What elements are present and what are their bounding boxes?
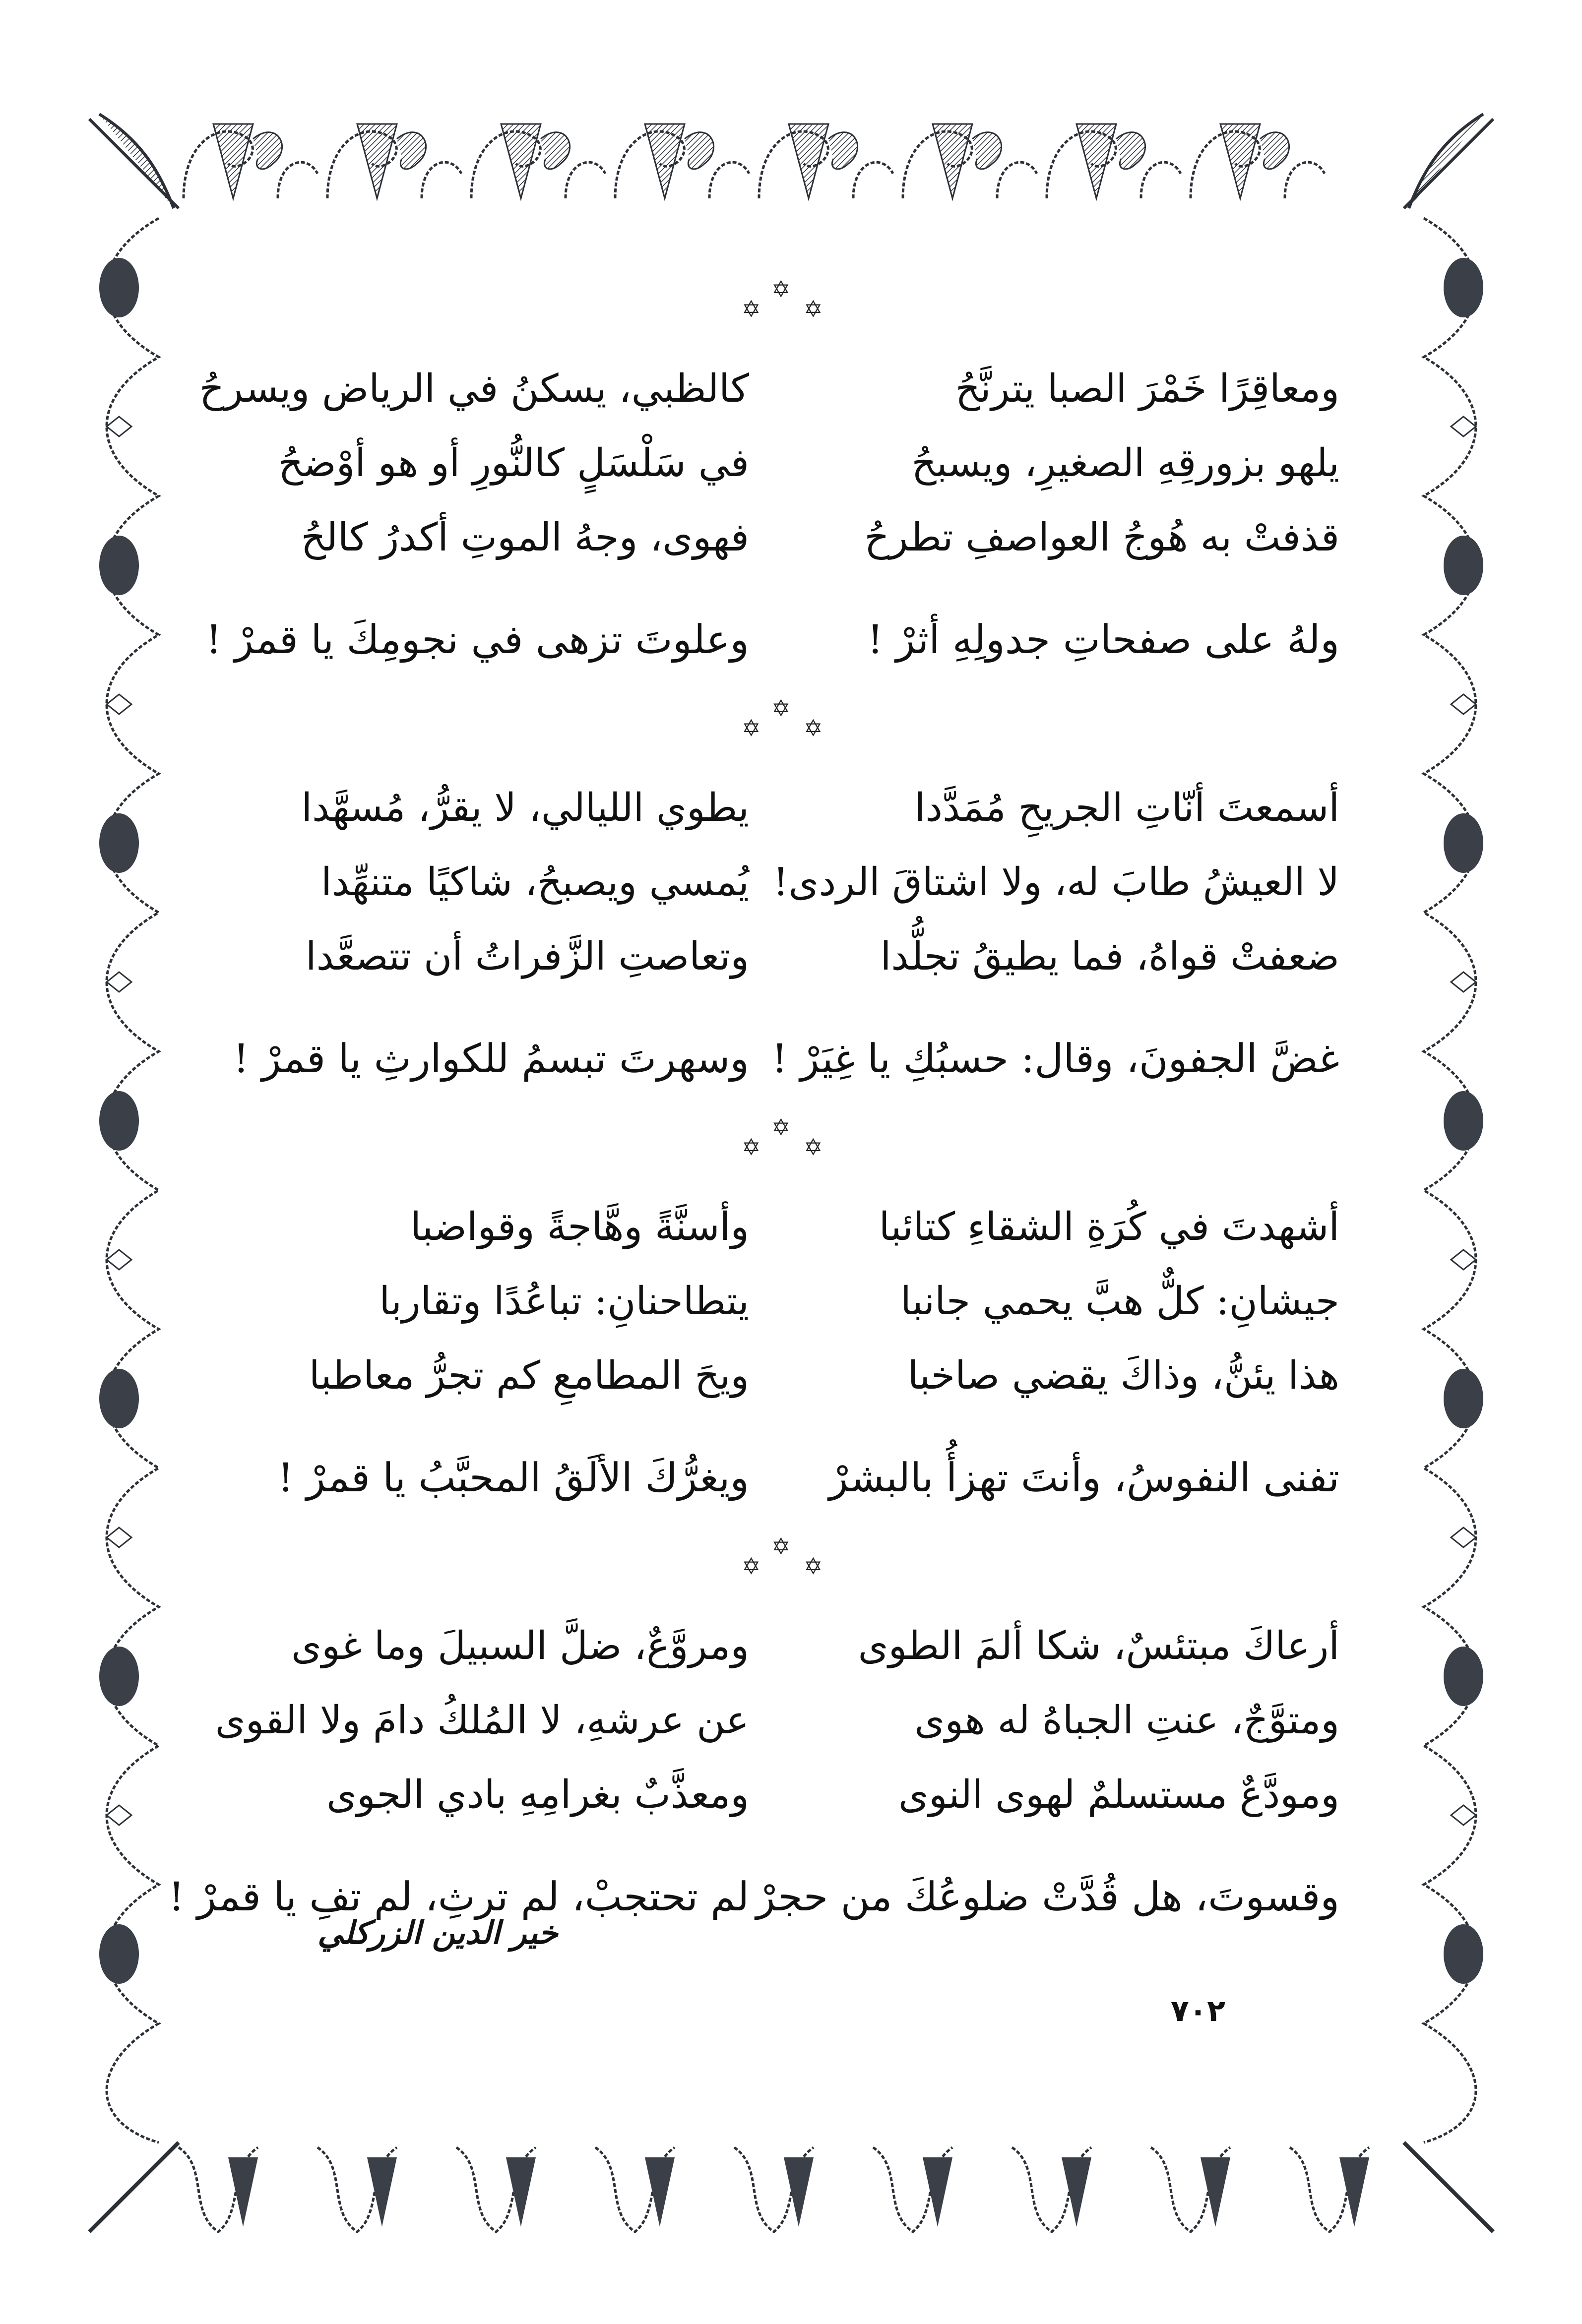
star-icon: ✡: [771, 695, 791, 722]
verse: [248, 920, 1339, 994]
star-icon: ✡: [771, 1533, 791, 1560]
refrain-verse: [248, 1441, 1339, 1515]
hemistich-right: لا العيشُ طابَ له، ولا اشتاقَ الردى!: [773, 860, 1339, 905]
frame-bottom-ornament: [79, 2138, 1503, 2242]
hemistich-left: ومروَّعٌ، ضلَّ السبيلَ وما غوى: [291, 1624, 749, 1669]
refrain-left: ويغرُّكَ الألَقُ المحبَّبُ يا قمرْ !: [277, 1455, 749, 1501]
hemistich-right: أرعاكَ مبتئسٌ، شكا ألمَ الطوى: [858, 1624, 1339, 1669]
verse: [248, 1265, 1339, 1339]
hemistich-right: ومودَّعٌ مستسلمٌ لهوى النوى: [898, 1773, 1339, 1818]
verse: [215, 1684, 1339, 1758]
poem-body: [168, 276, 1339, 1954]
hemistich-left: عن عرشهِ، لا المُلكُ دامَ ولا القوى: [215, 1698, 749, 1743]
stanza-1: [199, 352, 1339, 677]
page-number: ٧٠٢: [1171, 1994, 1225, 2028]
verse: [248, 427, 1339, 501]
hemistich-right: أشهدتَ في كُرَةِ الشقاءِ كتائبا: [879, 1205, 1339, 1250]
stanza-2: [233, 771, 1339, 1096]
hemistich-left: ومعذَّبٌ بغرامِهِ بادي الجوى: [326, 1773, 749, 1818]
hemistich-right: هذا يئنُّ، وذاكَ يقضي صاخبا: [907, 1353, 1339, 1399]
refrain-verse: [205, 603, 1339, 677]
hemistich-right: يلهو بزورقِهِ الصغيرِ، ويسبحُ: [911, 441, 1339, 486]
stanza-divider: [248, 1116, 1339, 1170]
hemistich-left: يُمسي ويصبحُ، شاكيًا متنهِّدا: [321, 860, 749, 905]
star-icon: ✡: [804, 1134, 823, 1161]
hemistich-left: يطوي الليالي، لا يقرُّ، مُسهَّدا: [301, 786, 749, 831]
star-icon: ✡: [804, 1553, 823, 1580]
verse: [248, 771, 1339, 846]
star-icon: ✡: [771, 1114, 791, 1141]
hemistich-left: كالظبي، يسكنُ في الرياض ويسرحُ: [199, 367, 749, 412]
verse: [248, 1339, 1339, 1413]
frame-left-ornament: [79, 109, 179, 2242]
hemistich-left: في سَلْسَلٍ كالنُّورِ أو هو أوْضحُ: [278, 441, 749, 486]
stanza-divider: [248, 1535, 1339, 1590]
hemistich-left: فهوى، وجهُ الموتِ أكدرُ كالحُ: [301, 515, 749, 560]
refrain-verse: [233, 1022, 1339, 1096]
star-icon: ✡: [742, 715, 761, 741]
star-icon: ✡: [742, 296, 761, 322]
stanza-divider: [248, 697, 1339, 751]
verse: [248, 1758, 1339, 1833]
star-icon: ✡: [771, 276, 791, 303]
frame-right-ornament: [1404, 109, 1503, 2242]
hemistich-right: جيشانِ: كلٌّ هبَّ يحمي جانبا: [900, 1279, 1339, 1324]
verse: [199, 352, 1339, 427]
star-icon: ✡: [804, 296, 823, 322]
stanza-divider: [248, 278, 1339, 332]
hemistich-left: ويحَ المطامعِ كم تجرُّ معاطبا: [309, 1353, 749, 1399]
hemistich-right: أسمعتَ أنّاتِ الجريحِ مُمَدَّدا: [914, 786, 1339, 831]
frame-top-ornament: [79, 109, 1503, 213]
verse: [248, 501, 1339, 575]
star-icon: ✡: [742, 1134, 761, 1161]
refrain-right: وقسوتَ، هل قُدَّتْ ضلوعُكَ من حجرْ: [756, 1874, 1339, 1920]
hemistich-left: وأسنَّةً وهَّاجةً وقواضبا: [410, 1205, 749, 1250]
star-icon: ✡: [742, 1553, 761, 1580]
author-signature: خير الدين الزركلي: [317, 1914, 558, 1952]
stanza-4: [168, 1609, 1339, 1934]
verse: [248, 1609, 1339, 1684]
star-icon: ✡: [804, 715, 823, 741]
refrain-right: تفنى النفوسُ، وأنتَ تهزأُ بالبشرْ: [828, 1455, 1339, 1501]
refrain-right: ولهُ على صفحاتِ جدولِهِ أثرْ !: [867, 616, 1339, 663]
hemistich-right: قذفتْ به هُوجُ العواصفِ تطرحُ: [864, 515, 1339, 560]
refrain-left: لم تحتجبْ، لم ترثِ، لم تفِ يا قمرْ !: [168, 1874, 749, 1920]
refrain-left: وسهرتَ تبسمُ للكوارثِ يا قمرْ !: [233, 1036, 749, 1082]
verse: [248, 1190, 1339, 1265]
refrain-right: غضَّ الجفونَ، وقال: حسبُكِ يا غِيَرْ !: [771, 1036, 1339, 1082]
stanza-3: [248, 1190, 1339, 1515]
hemistich-left: يتطاحنانِ: تباعُدًا وتقاربا: [379, 1279, 749, 1324]
hemistich-left: وتعاصتِ الزَّفراتُ أن تتصعَّدا: [306, 934, 749, 979]
hemistich-right: ومعاقِرًا خَمْرَ الصبا يترنَّحُ: [955, 367, 1339, 412]
hemistich-right: ضعفتْ قواهُ، فما يطيقُ تجلُّدا: [880, 934, 1339, 979]
hemistich-right: ومتوَّجٌ، عنتِ الجباهُ له هوى: [914, 1698, 1339, 1743]
verse: [248, 846, 1339, 920]
refrain-left: وعلوتَ تزهى في نجومِكَ يا قمرْ !: [205, 616, 749, 663]
